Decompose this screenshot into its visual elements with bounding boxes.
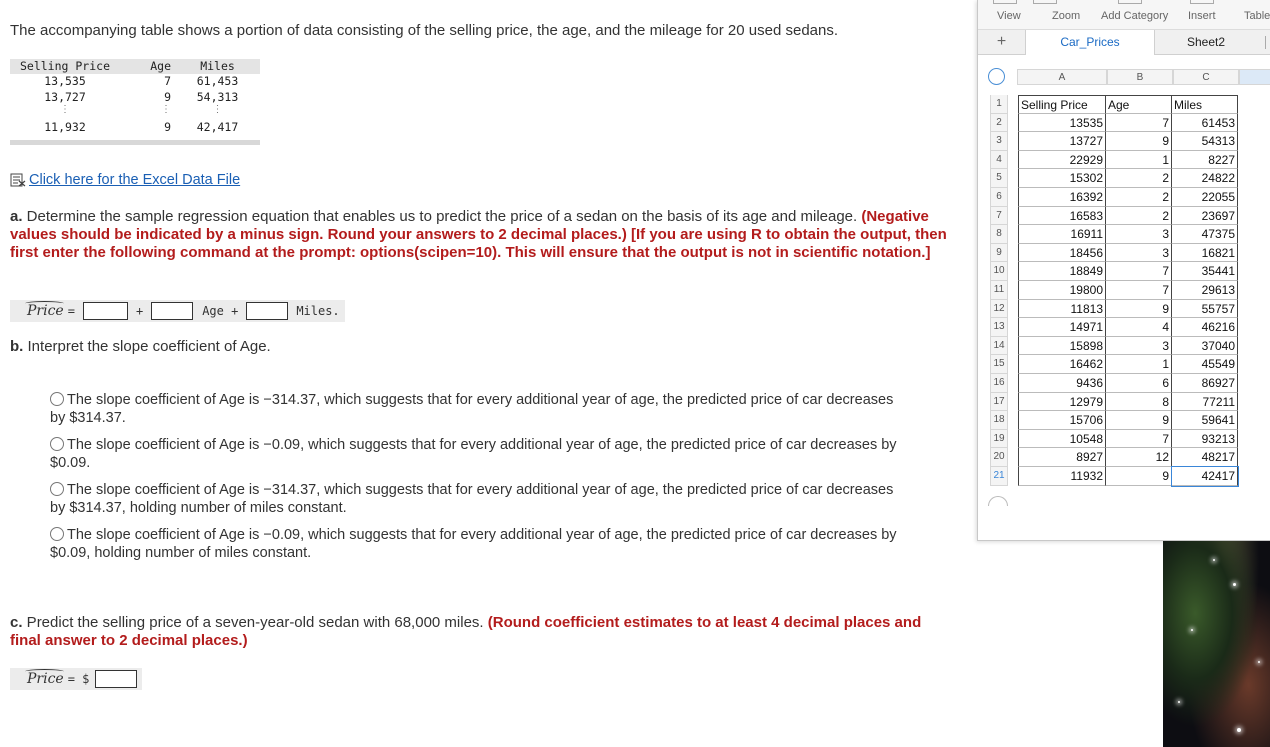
radio-button[interactable] [50,437,64,451]
select-all-handle[interactable] [988,68,1005,85]
row-number[interactable]: 5 [990,169,1008,188]
miles-coefficient-input[interactable] [246,302,288,320]
equals-dollar-sign: = $ [67,672,90,686]
data-cell[interactable]: 9 [1106,132,1172,151]
data-cell[interactable]: 2 [1106,169,1172,188]
column-header-d[interactable] [1239,69,1270,85]
data-cell[interactable]: 93213 [1172,430,1238,449]
data-cell[interactable]: 7 [1106,262,1172,281]
toolbar-zoom[interactable]: Zoom [1052,10,1081,22]
row-number[interactable]: 16 [990,374,1008,393]
data-cell[interactable]: 4 [1106,318,1172,337]
data-cell[interactable]: 48217 [1172,448,1238,467]
data-cell[interactable]: 16392 [1018,188,1106,207]
answer-option-3[interactable] [50,481,910,517]
vertical-ellipsis: ⋮ [212,104,223,115]
numbers-spreadsheet-window [977,0,1270,541]
data-cell[interactable]: 59641 [1172,411,1238,430]
data-cell[interactable]: 24822 [1172,169,1238,188]
preview-cell: 7 [164,74,171,88]
spreadsheet-toolbar [978,0,1270,30]
data-cell[interactable]: 19800 [1018,281,1106,300]
preview-header-miles: Miles [200,59,235,73]
row-number[interactable]: 14 [990,337,1008,356]
vertical-ellipsis: ⋮ [161,104,171,115]
part-a-prompt [10,208,950,262]
star [1237,728,1241,732]
star [1178,701,1180,703]
data-cell[interactable]: 9 [1106,300,1172,319]
data-preview-table [10,59,260,145]
data-cell[interactable]: 3 [1106,244,1172,263]
add-row-handle[interactable] [988,496,1008,506]
part-c-prompt [10,614,940,650]
data-cell[interactable]: 6 [1106,374,1172,393]
data-cell[interactable]: 9436 [1018,374,1106,393]
data-cell[interactable]: 9 [1106,467,1172,486]
star [1233,583,1236,586]
data-cell[interactable]: 10548 [1018,430,1106,449]
toolbar-insert[interactable]: Insert [1188,10,1216,22]
excel-link-text[interactable]: Click here for the Excel Data File [29,172,241,188]
column-header-c[interactable]: C [1173,69,1239,85]
data-cell[interactable]: 55757 [1172,300,1238,319]
star [1213,559,1215,561]
part-c-text: Predict the selling price of a seven-year-old sedan with 68,000 miles. [22,614,488,631]
data-cell[interactable]: 1 [1106,355,1172,374]
row-number[interactable]: 8 [990,225,1008,244]
row-number[interactable]: 21 [990,467,1008,486]
data-cell[interactable]: 13535 [1018,114,1106,133]
answer-option-4[interactable] [50,526,910,562]
header-cell[interactable]: Miles [1172,95,1238,114]
regression-equation [10,300,345,322]
data-cell[interactable]: 11813 [1018,300,1106,319]
row-number[interactable]: 18 [990,411,1008,430]
data-cell[interactable]: 1 [1106,151,1172,170]
data-cell[interactable]: 18456 [1018,244,1106,263]
row-number[interactable]: 19 [990,430,1008,449]
preview-cell: 9 [164,120,171,134]
toolbar-icon [1118,0,1142,4]
price-hat-label: Price [10,303,68,319]
part-c-instructions: (Round coefficient estimates to at least 4 decimal places and final answer to 2 decimal places.) [10,614,922,649]
add-sheet-button[interactable]: + [996,33,1007,50]
row-number[interactable]: 10 [990,262,1008,281]
part-a-instructions: (Negative values should be indicated by a minus sign. Round your answers to 2 decimal places.) [If you are using R to obtain the output, then first enter the following command at the prompt: options(scipen=10). This will ensure that the output is not in scientific notation.] [10,208,947,261]
desktop-wallpaper-space [1163,541,1270,747]
toolbar-table[interactable]: Table [1244,10,1270,22]
option-text: The slope coefficient of Age is −314.37, which suggests that for every additional year of age, the predicted price of car decreases by $314.37, holding number of miles constant. [50,482,894,516]
part-b-label: b. [10,338,24,355]
data-cell[interactable]: 15898 [1018,337,1106,356]
row-number[interactable]: 12 [990,300,1008,319]
part-b-text: Interpret the slope coefficient of Age. [23,338,271,355]
row-number[interactable]: 1 [990,95,1008,114]
row-number[interactable]: 6 [990,188,1008,207]
answer-option-1[interactable] [50,391,910,427]
part-b-prompt [10,338,271,355]
data-cell[interactable]: 16462 [1018,355,1106,374]
toolbar-icon [1190,0,1214,4]
data-cell[interactable]: 45549 [1172,355,1238,374]
data-cell[interactable]: 16821 [1172,244,1238,263]
data-cell[interactable]: 86927 [1172,374,1238,393]
data-cell[interactable]: 15302 [1018,169,1106,188]
header-cell[interactable]: Selling Price [1018,95,1106,114]
spreadsheet-grid [978,56,1270,541]
data-cell[interactable]: 15706 [1018,411,1106,430]
row-number[interactable]: 15 [990,355,1008,374]
preview-cell: 13,727 [44,89,86,104]
data-cell[interactable]: 23697 [1172,207,1238,226]
data-cell[interactable]: 14971 [1018,318,1106,337]
data-cell[interactable]: 46216 [1172,318,1238,337]
excel-data-link[interactable] [10,172,240,188]
data-cell[interactable]: 12979 [1018,393,1106,412]
star [1191,629,1193,631]
intercept-input[interactable] [83,302,128,320]
option-text: The slope coefficient of Age is −0.09, which suggests that for every additional year of age, the predicted price of car decreases by $0.09, holding number of miles constant. [50,527,897,561]
data-cell[interactable]: 11932 [1018,467,1106,486]
answer-option-2[interactable] [50,436,910,472]
preview-cell: 61,453 [196,74,239,88]
tab-sheet2[interactable]: Sheet2 [1186,35,1226,49]
column-header-a[interactable]: A [1017,69,1107,85]
preview-cell: 13,535 [44,74,86,88]
option-text: The slope coefficient of Age is −0.09, which suggests that for every additional year of age, the predicted price of car decreases by $0.09. [50,437,897,471]
row-number[interactable]: 13 [990,318,1008,337]
data-cell[interactable]: 42417 [1172,467,1238,486]
row-number[interactable]: 2 [990,114,1008,133]
age-coefficient-input[interactable] [151,302,193,320]
part-a-label: a. [10,208,23,225]
row-number[interactable]: 20 [990,448,1008,467]
option-text: The slope coefficient of Age is −314.37, which suggests that for every additional year of age, the predicted price of car decreases by $314.37. [50,392,894,426]
preview-cell: 9 [164,89,171,104]
data-cell[interactable]: 35441 [1172,262,1238,281]
data-cell[interactable]: 22929 [1018,151,1106,170]
toolbar-icon [1033,0,1057,4]
data-cell[interactable]: 37040 [1172,337,1238,356]
data-cell[interactable]: 77211 [1172,393,1238,412]
data-cell[interactable]: 16911 [1018,225,1106,244]
radio-button[interactable] [50,527,64,541]
row-number[interactable]: 17 [990,393,1008,412]
equals-sign: = [67,304,75,318]
data-cell[interactable]: 7 [1106,430,1172,449]
excel-file-icon [10,173,26,187]
preview-table-bottom-rule [10,140,260,145]
row-number[interactable]: 7 [990,207,1008,226]
data-cell[interactable]: 18849 [1018,262,1106,281]
preview-row [10,120,260,136]
price-hat-label: Price [10,671,68,687]
part-c-label: c. [10,614,23,631]
miles-term-label: Miles. [296,304,340,318]
data-cell[interactable]: 61453 [1172,114,1238,133]
data-cell[interactable]: 2 [1106,207,1172,226]
data-cell[interactable]: 22055 [1172,188,1238,207]
radio-button[interactable] [50,482,64,496]
row-number[interactable]: 11 [990,281,1008,300]
tab-car-prices[interactable]: Car_Prices [1025,30,1155,55]
toolbar-icon [993,0,1017,4]
preview-header-price: Selling Price [19,59,110,73]
preview-header-age: Age [150,59,171,73]
radio-button[interactable] [50,392,64,406]
plus-sign: + [135,304,144,318]
toolbar-view[interactable]: View [997,10,1021,22]
vertical-ellipsis: ⋮ [60,104,70,115]
data-cell[interactable]: 47375 [1172,225,1238,244]
preview-header-row [10,59,260,74]
toolbar-add-category[interactable]: Add Category [1101,10,1169,22]
preview-cell: 54,313 [196,89,239,104]
header-cell[interactable]: Age [1106,95,1172,114]
data-cell[interactable]: 16583 [1018,207,1106,226]
intro-text: The accompanying table shows a portion of data consisting of the selling price, the age, and the mileage for 20 used sedans. [10,22,839,39]
star [1258,661,1260,663]
age-term-label: Age + [202,304,239,318]
preview-row [10,90,260,106]
data-cell[interactable]: 9 [1106,411,1172,430]
data-cell[interactable]: 13727 [1018,132,1106,151]
preview-row [10,74,260,90]
data-cell[interactable]: 2 [1106,188,1172,207]
data-cell[interactable]: 3 [1106,225,1172,244]
column-header-b[interactable]: B [1107,69,1173,85]
data-cell[interactable]: 54313 [1172,132,1238,151]
tab-divider [1265,36,1266,49]
data-cell[interactable]: 8927 [1018,448,1106,467]
preview-cell: 11,932 [44,120,86,134]
price-prediction [10,668,142,690]
row-number[interactable]: 3 [990,132,1008,151]
data-cell[interactable]: 12 [1106,448,1172,467]
data-cell[interactable]: 8227 [1172,151,1238,170]
data-cell[interactable]: 8 [1106,393,1172,412]
row-number[interactable]: 9 [990,244,1008,263]
preview-cell: 42,417 [196,120,239,134]
data-cell[interactable]: 7 [1106,114,1172,133]
preview-ellipsis-row [10,105,260,120]
data-cell[interactable]: 3 [1106,337,1172,356]
data-cell[interactable]: 7 [1106,281,1172,300]
part-a-text: Determine the sample regression equation that enables us to predict the price of a sedan on the basis of its age and mileage. [22,208,862,225]
sheet-tabs [978,30,1270,55]
row-number[interactable]: 4 [990,151,1008,170]
data-cell[interactable]: 29613 [1172,281,1238,300]
predicted-price-input[interactable] [95,670,137,688]
